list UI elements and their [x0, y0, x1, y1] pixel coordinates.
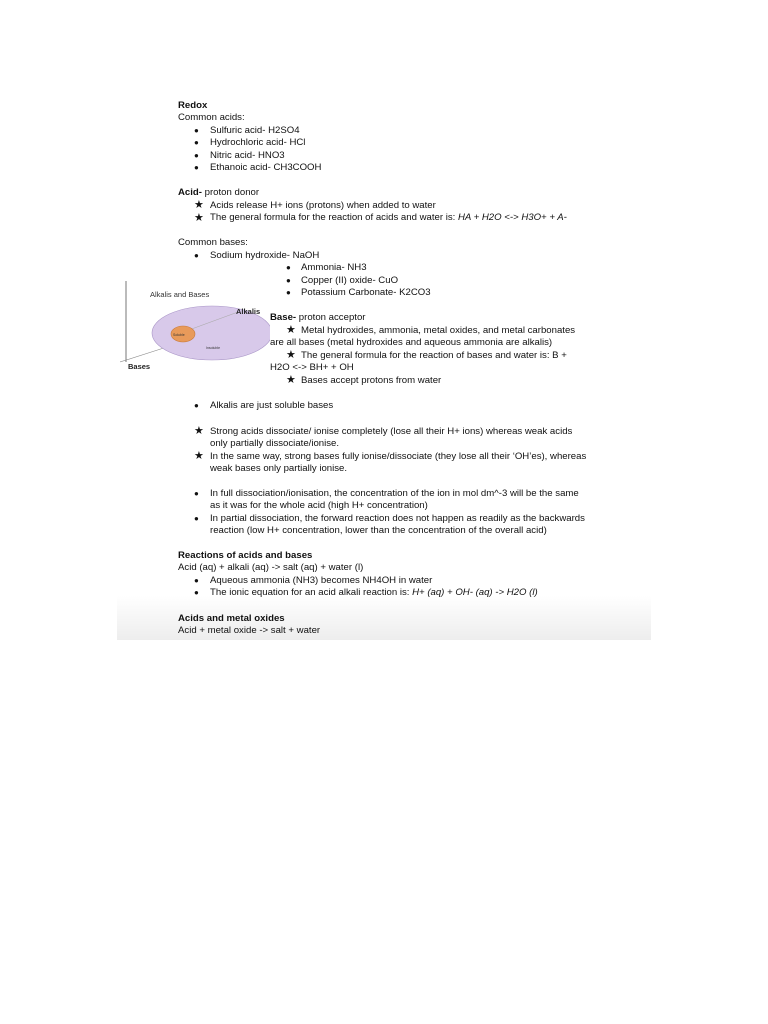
base-point-2-line-2: H2O <-> BH+ + OH	[270, 362, 354, 373]
base-definition-text: proton acceptor	[296, 312, 366, 323]
bullet: ●	[286, 288, 291, 297]
bullet: ●	[194, 251, 199, 260]
soluble-label: Soluble	[173, 333, 185, 337]
acid-definition	[178, 187, 259, 199]
base-point-1-line-1: Metal hydroxides, ammonia, metal oxides, and metal carbonates	[301, 325, 576, 336]
metal-oxides-equation: Acid + metal oxide -> salt + water	[178, 625, 321, 636]
bullet: ●	[286, 276, 291, 285]
star-icon: ★	[194, 212, 204, 224]
dissociation-1-line-2: as it was for the whole acid (high H+ concentration)	[210, 500, 428, 511]
common-bases-label: Common bases:	[178, 237, 248, 248]
base-point-1-line-2: are all bases (metal hydroxides and aqueous ammonia are alkalis)	[270, 337, 553, 348]
base-term: Base-	[270, 312, 297, 323]
base-point-2-line-1: The general formula for the reaction of bases and water is: B +	[301, 350, 567, 361]
star-icon: ★	[194, 425, 204, 437]
reaction-point-2	[210, 587, 538, 599]
bullet: ●	[194, 163, 199, 172]
acid-item: Nitric acid- HNO3	[210, 150, 285, 161]
bullet: ●	[194, 126, 199, 135]
diagram-title: Alkalis and Bases	[150, 290, 210, 299]
acid-point-1: Acids release H+ ions (protons) when added to water	[210, 200, 436, 211]
metal-oxides-heading: Acids and metal oxides	[178, 613, 285, 624]
bases-label: Bases	[128, 362, 151, 371]
bullet: ●	[194, 588, 199, 597]
acid-definition-text: proton donor	[201, 187, 260, 198]
ionic-equation: H+ (aq) + OH- (aq) -> H2O (l)	[412, 587, 538, 598]
bullet: ●	[194, 138, 199, 147]
alkali-note: Alkalis are just soluble bases	[210, 400, 334, 411]
base-definition	[270, 312, 365, 324]
reaction-point-2-text: The ionic equation for an acid alkali reaction is:	[210, 587, 413, 598]
star-icon: ★	[194, 199, 204, 211]
star-icon: ★	[286, 374, 296, 386]
acid-item: Ethanoic acid- CH3COOH	[210, 162, 322, 173]
bullet: ●	[194, 401, 199, 410]
acid-water-formula: HA + H2O <-> H3O+ + A-	[457, 212, 567, 223]
dissociation-1-line-1: In full dissociation/ionisation, the concentration of the ion in mol dm^-3 will be the same	[210, 488, 579, 499]
bullet: ●	[194, 151, 199, 160]
reactions-equation: Acid (aq) + alkali (aq) -> salt (aq) + water (l)	[178, 562, 364, 573]
venn-diagram	[120, 278, 270, 378]
bullet: ●	[194, 489, 199, 498]
bullet: ●	[194, 514, 199, 523]
acid-item: Sulfuric acid- H2SO4	[210, 125, 300, 136]
base-item: Copper (II) oxide- CuO	[301, 275, 399, 286]
base-item: Potassium Carbonate- K2CO3	[301, 287, 431, 298]
alkalis-bases-diagram	[120, 278, 270, 378]
strength-2-line-2: weak bases only partially ionise.	[210, 463, 348, 474]
base-point-3: Bases accept protons from water	[301, 375, 442, 386]
strength-1-line-2: only partially dissociate/ionise.	[210, 438, 340, 449]
dissociation-2-line-1: In partial dissociation, the forward reaction does not happen as readily as the backwards	[210, 513, 585, 524]
acid-term: Acid-	[178, 187, 202, 198]
dissociation-2-line-2: reaction (low H+ concentration, lower than the concentration of the overall acid)	[210, 525, 547, 536]
base-item: Ammonia- NH3	[301, 262, 367, 273]
alkalis-label: Alkalis	[236, 307, 261, 316]
common-acids-label: Common acids:	[178, 112, 245, 123]
reaction-point-1: Aqueous ammonia (NH3) becomes NH4OH in water	[210, 575, 433, 586]
acid-point-2	[210, 212, 567, 224]
bullet: ●	[286, 263, 291, 272]
star-icon: ★	[286, 324, 296, 336]
reactions-heading: Reactions of acids and bases	[178, 550, 313, 561]
acid-point-2-text: The general formula for the reaction of acids and water is:	[210, 212, 458, 223]
base-item: Sodium hydroxide- NaOH	[210, 250, 320, 261]
insoluble-label: Insoluble	[206, 346, 221, 350]
star-icon: ★	[194, 450, 204, 462]
strength-1-line-1: Strong acids dissociate/ ionise completely (lose all their H+ ions) whereas weak acids	[210, 426, 573, 437]
star-icon: ★	[286, 349, 296, 361]
bullet: ●	[194, 576, 199, 585]
redox-heading: Redox	[178, 100, 208, 111]
strength-2-line-1: In the same way, strong bases fully ionise/dissociate (they lose all their ‘OH’es), whereas	[210, 451, 587, 462]
acid-item: Hydrochloric acid- HCl	[210, 137, 306, 148]
